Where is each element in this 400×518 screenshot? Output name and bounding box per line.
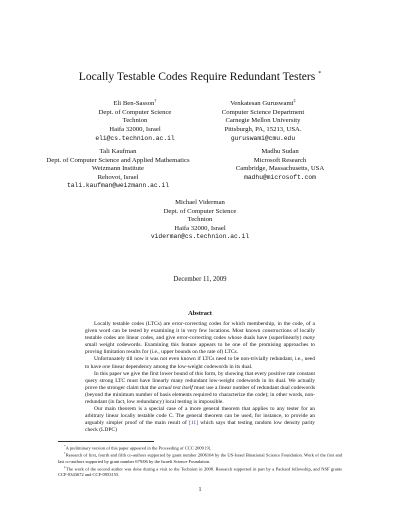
author-affiliation: Technion — [122, 117, 148, 125]
footnote: *A preliminary version of this paper appeared in the Proceeding of CCC 2009 [9]. — [64, 444, 212, 451]
abstract-body — [85, 321, 315, 435]
author-block — [200, 148, 360, 182]
author-email: tali.kaufman@weizmann.ac.il — [66, 182, 170, 190]
author-email: madhu@microsoft.com — [244, 173, 316, 181]
author-name: Eli Ben-Sasson — [113, 100, 155, 108]
author-affiliation: Dept. of Computer Science and Applied Mathematics — [46, 156, 190, 164]
author-name: Venkatesan Guruswami — [230, 100, 294, 108]
footnotes — [58, 444, 342, 478]
citation-link[interactable]: [9] — [205, 445, 211, 451]
footnote: ‡The work of the second author was done during a visit to the Technion in 2008. Research supported in part by a Packard fellowship, and NSF grants CCF-0343672 and CCF-0953155. — [58, 464, 343, 478]
author-address: Haifa 32000, Israel — [174, 224, 226, 232]
author-email: guruswami@cmu.edu — [230, 134, 296, 142]
author-affiliation: Microsoft Research — [253, 156, 307, 164]
author-block — [28, 148, 208, 191]
page-number: 1 — [198, 487, 202, 493]
author-email: eli@cs.technion.ac.il — [95, 134, 175, 142]
author-affiliation: Dept. of Computer Science — [98, 108, 172, 116]
title-text: Locally Testable Codes Require Redundant Testers — [78, 70, 316, 83]
abstract-paragraph: Unfortunately till now it was not even known if LTCs need to be non-trivially redundant, i.e., need to have one linear dependency among the low-weight codewords in its dual. — [85, 356, 315, 370]
author-name: Tali Kaufman — [99, 148, 137, 155]
author-footnote-mark: † — [154, 98, 157, 103]
citation-link[interactable]: [11] — [189, 420, 199, 427]
author-affiliation: Cambridge, Massachusetts, USA — [235, 165, 325, 173]
author-address: Pittsburgh, PA, 15213, USA. — [224, 126, 302, 134]
author-address: Haifa 32000, Israel — [109, 126, 161, 134]
abstract-heading: Abstract — [188, 310, 212, 317]
author-affiliation: Technion — [187, 216, 213, 224]
author-block — [120, 199, 280, 242]
author-name: Madhu Sudan — [261, 148, 299, 155]
author-affiliation: Carnegie Mellon University — [225, 117, 301, 125]
author-affiliation: Dept. of Computer Science — [163, 207, 237, 215]
author-address: Rehovot, Israel — [97, 173, 139, 181]
author-affiliation: Computer Science Department — [221, 108, 305, 116]
author-name: Michael Viderman — [175, 199, 225, 206]
abstract-paragraph: Our main theorem is a special case of a more general theorem that applies to any tester for an arbitrary linear locally testable code C. The general theorem can be used, for instance, to provide an arguably simpler proof of the main result of [11] which says that testing random low density parity check (LDPC) — [85, 406, 315, 434]
author-footnote-mark: ‡ — [293, 98, 296, 103]
title-footnote-mark: * — [318, 71, 322, 78]
footnote-rule — [58, 441, 154, 442]
footnote: †Research of first, fourth and fifth co-authors supported by grant number 2006104 by the US-Israel Binational Science Foundation. Work of the first and last co-authors supported by grant number 679/06 by the Israeli Science Foundation. — [58, 451, 342, 464]
paper-date: December 11, 2009 — [173, 276, 227, 283]
abstract-paragraph: In this paper we give the first lower bound of this form, by showing that every positive rate constant query strong LTC must have linearly many redundant low-weight codewords in its dual. We actually prove the stronger claim that the actual test itself must use a linear number of redundant dual codewords (beyond the minimum number of basis elements required to characterize the code); in other words, non-redundant (in fact, low redundancy) local testing is impossible. — [85, 370, 315, 406]
author-affiliation: Weizmann Institute — [91, 165, 145, 173]
paper-title — [0, 70, 400, 83]
abstract-paragraph: Locally testable codes (LTCs) are error-correcting codes for which membership, in the code, of a given word can be tested by examining it in very few locations. Most known constructions of locally testable codes are linear codes, and give error-correcting codes whose duals have (superlinearly) many small weight codewords. Examining this feature appears to be one of the promising approaches to proving limitation results for (i.e., upper bounds on the rate of) LTCs. — [85, 321, 315, 356]
author-block — [188, 97, 338, 143]
author-email: viderman@cs.technion.ac.il — [150, 233, 250, 241]
